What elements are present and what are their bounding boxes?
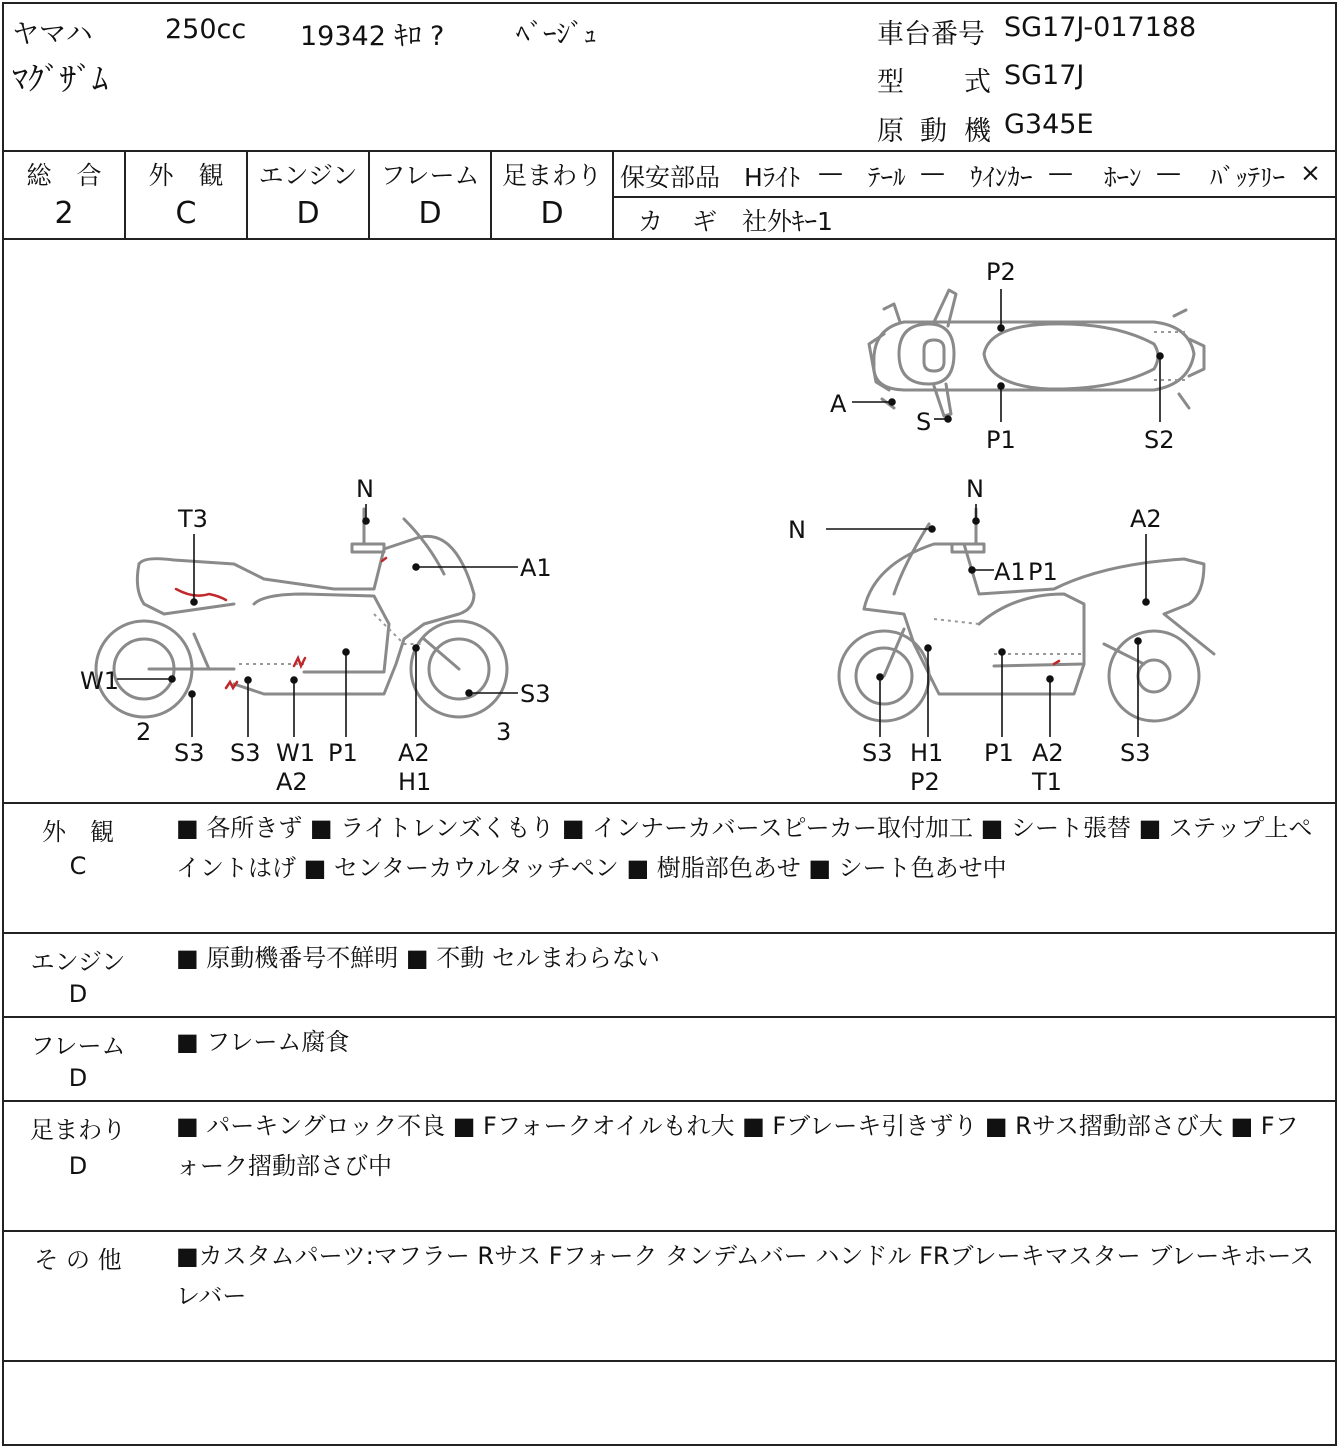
label-left-a2: A2 [398, 739, 430, 767]
grade-value-overall: 2 [54, 196, 74, 231]
comment-grade-suspension: D [68, 1152, 88, 1180]
comment-grade-exterior: C [69, 852, 87, 880]
label-left-n: N [356, 475, 374, 503]
engine-label-2: 動 [920, 116, 947, 147]
grade-label-suspension: 足まわり [501, 161, 602, 190]
safety-battery-mark: × [1300, 158, 1321, 187]
comment-label-suspension: 足まわり [30, 1116, 126, 1144]
model-type: SG17J [1004, 60, 1085, 91]
comment-grade-frame: D [68, 1064, 88, 1092]
engine-label-1: 原 [877, 116, 904, 147]
label-right-p1-top: P1 [1028, 558, 1058, 586]
label-right-a1: A1 [994, 558, 1026, 586]
comment-label-frame: フレーム [30, 1032, 126, 1060]
comment-label-engine: エンジン [30, 948, 126, 976]
label-right-s3-rear: S3 [1120, 739, 1151, 767]
comment-text-suspension: ■ パーキングロック不良 ■ Fフォークオイルもれ大 ■ Fブレーキ引きずり ■ Rサス摺動部さび大 ■ Fフォーク摺動部さび中 [176, 1112, 1299, 1180]
safety-battery: ﾊﾞｯﾃﾘｰ [1210, 163, 1286, 192]
grade-label-exterior: 外 観 [148, 161, 224, 190]
label-left-p1: P1 [328, 739, 358, 767]
engine-label-3: 機 [964, 116, 991, 147]
safety-horn: ﾎｰﾝ [1104, 163, 1142, 192]
label-right-p1: P1 [984, 739, 1014, 767]
label-top-p2: P2 [986, 258, 1016, 286]
label-right-t1: T1 [1032, 768, 1062, 796]
label-left-w1: W1 [80, 667, 119, 695]
scooter-top-view [869, 290, 1204, 416]
safety-taillight-mark: — [920, 158, 945, 187]
mileage: 19342 ｷﾛ ? [300, 21, 445, 52]
grade-value-frame: D [418, 196, 442, 231]
comment-label-other: そ の 他 [34, 1246, 122, 1274]
label-top-s2: S2 [1144, 426, 1175, 454]
model-name: ﾏｸﾞｻﾞﾑ [12, 60, 109, 98]
scooter-right-view [839, 509, 1214, 721]
label-left-h1: H1 [398, 768, 432, 796]
safety-winker: ｳｲﾝｶｰ [970, 163, 1033, 192]
label-right-h1: H1 [910, 739, 944, 767]
damage-diagram [4, 240, 1337, 802]
grade-value-engine: D [296, 196, 320, 231]
frame-number-label: 車台番号 [877, 19, 985, 50]
grade-label-overall: 総 合 [26, 161, 102, 190]
frame-number: SG17J-017188 [1004, 12, 1197, 43]
label-right-p2: P2 [910, 768, 940, 796]
comment-text-other: ■カスタムパーツ:マフラー Rサス Fフォーク タンデムバー ハンドル FRブレーキマスター ブレーキホース レバー [176, 1242, 1315, 1310]
engine-number: G345E [1004, 109, 1094, 140]
label-left-a1: A1 [520, 554, 552, 582]
type-label-1: 型 [877, 67, 904, 98]
safety-taillight: ﾃｰﾙ [868, 163, 906, 192]
body-color: ﾍﾞｰｼﾞｭ [516, 19, 597, 50]
label-left-t3: T3 [178, 505, 208, 533]
safety-headlight: Hﾗｲﾄ [744, 163, 801, 192]
grade-value-suspension: D [540, 196, 564, 231]
label-left-a2-bottom: A2 [276, 768, 308, 796]
label-right-s3-front: S3 [862, 739, 893, 767]
key-label-2: ギ [692, 207, 718, 236]
comment-text-frame: ■ フレーム腐食 [176, 1028, 350, 1056]
inspection-sheet [2, 2, 1337, 1446]
label-right-a2-top: A2 [1130, 505, 1162, 533]
safety-horn-mark: — [1156, 158, 1181, 187]
label-right-n: N [966, 475, 984, 503]
label-left-s3-rear: S3 [520, 680, 551, 708]
label-left-s3-a: S3 [174, 739, 205, 767]
grade-value-exterior: C [175, 196, 197, 231]
safety-parts-label: 保安部品 [620, 163, 721, 192]
label-top-a: A [830, 390, 847, 418]
maker-name: ヤマハ [12, 19, 93, 50]
label-left-w1-bottom: W1 [276, 739, 315, 767]
type-label-2: 式 [964, 67, 991, 98]
grade-label-frame: フレーム [380, 161, 480, 190]
label-right-n-side: N [788, 516, 806, 544]
label-top-p1: P1 [986, 426, 1016, 454]
comment-grade-engine: D [68, 980, 88, 1008]
key-value: 社外ｷｰ1 [742, 207, 833, 236]
comment-text-engine: ■ 原動機番号不鮮明 ■ 不動 セルまわらない [176, 944, 660, 972]
comment-text-exterior: ■ 各所きず ■ ライトレンズくもり ■ インナーカバースピーカー取付加工 ■ シート張替 ■ ステップ上ペイントはげ ■ センターカウルタッチペン ■ 樹脂部色あせ ■ シート色あせ中 [176, 814, 1313, 882]
label-left-2: 2 [136, 718, 152, 746]
label-right-a2: A2 [1032, 739, 1064, 767]
label-top-s: S [916, 408, 932, 436]
safety-headlight-mark: — [818, 158, 843, 187]
comment-label-exterior: 外 観 [42, 818, 114, 846]
label-left-3: 3 [496, 718, 512, 746]
key-label-1: カ [638, 207, 664, 236]
grade-label-engine: エンジン [258, 161, 358, 190]
safety-winker-mark: — [1048, 158, 1073, 187]
label-left-s3-b: S3 [230, 739, 261, 767]
displacement: 250cc [165, 14, 247, 45]
scooter-left-view [96, 509, 507, 717]
